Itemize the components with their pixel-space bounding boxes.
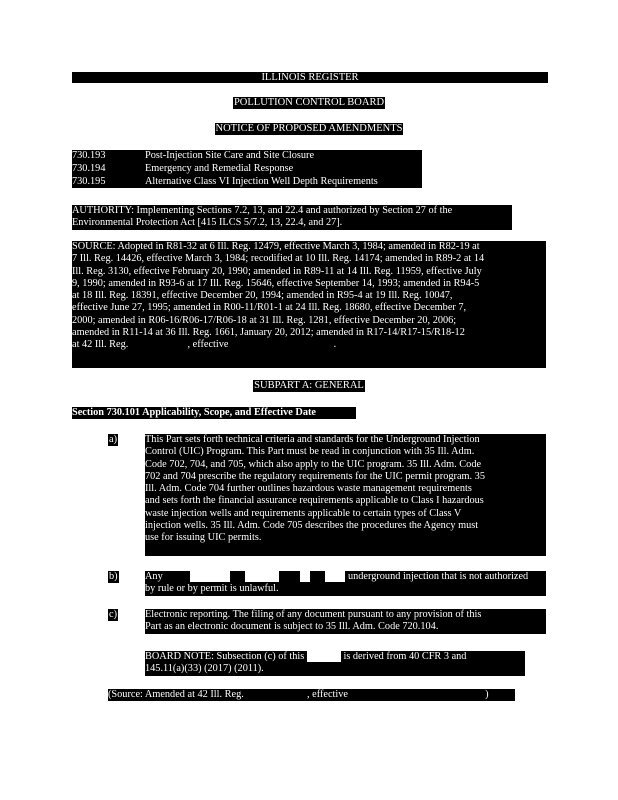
para-b-label: b): [109, 571, 118, 582]
board-note-line-1: [145, 651, 525, 663]
source-line: Ill. Reg. 3130, effective February 20, 1990; amended in R89-11 at 14 Ill. Reg. 11959, effective July: [72, 265, 482, 277]
para-a-line: waste injection wells and requirements applicable to certain types of Class V: [145, 507, 462, 519]
toc-number: 730.194: [72, 163, 106, 174]
source-line: 9, 1990; amended in R93-6 at 17 Ill. Reg. 15646, effective September 14, 1993; amended in R94-5: [72, 277, 480, 289]
notice-title: NOTICE OF PROPOSED AMENDMENTS: [215, 123, 403, 134]
register-header-bar: [72, 72, 548, 83]
source-blank-date: [231, 340, 331, 351]
source-line: SOURCE: Adopted in R81-32 at 6 Ill. Reg. 12479, effective March 3, 1984; amended in R82-19 at: [72, 241, 480, 252]
struck-text: [190, 571, 230, 582]
para-b-any: Any: [145, 571, 163, 582]
subpart-heading: SUBPART A: GENERAL: [254, 380, 364, 391]
struck-text: [300, 571, 310, 582]
notice-line: [0, 123, 618, 135]
source-note-start: (Source: Amended at 42 Ill. Reg.: [108, 689, 244, 700]
board-note: [145, 651, 525, 676]
para-c-label: c): [109, 609, 117, 620]
authority-line: AUTHORITY: Implementing Sections 7.2, 13, and 22.4 and authorized by Section 27 of the: [72, 205, 453, 216]
source-note-effective: , effective: [307, 689, 348, 700]
source-line: at 18 Ill. Reg. 18391, effective December 20, 1994; amended in R95-4 at 19 Ill. Reg. 10047,: [72, 290, 453, 302]
toc-title: Emergency and Remedial Response: [145, 163, 294, 174]
toc-title: Alternative Class VI Injection Well Depth Requirements: [145, 176, 378, 187]
para-a: [145, 434, 546, 556]
source-note: [108, 689, 515, 701]
para-b: [145, 571, 546, 596]
authority-line: Environmental Protection Act [415 ILCS 5/7.2, 13, 22.4, and 27].: [72, 217, 343, 229]
source-line: amended in R11-14 at 36 Ill. Reg. 1661, January 20, 2012; amended in R17-14/R17-15/R18-12: [72, 327, 465, 339]
struck-text: [325, 571, 345, 582]
para-b-gap: [232, 571, 242, 582]
para-c-line: Part as an electronic document is subject to 35 Ill. Adm. Code 720.104.: [145, 621, 439, 633]
source-reg-label: at 42 Ill. Reg.: [72, 339, 129, 351]
para-b-gap: [282, 571, 298, 582]
toc-number: 730.193: [72, 150, 106, 161]
para-c-line: Electronic reporting. The filing of any document pursuant to any provision of this: [145, 609, 482, 620]
para-b-gap: [165, 571, 187, 582]
struck-text: [245, 571, 279, 582]
source-note-close: ): [485, 689, 489, 700]
para-a-line: 702 and 704 prescribe the regulatory requirements for the UIC permit program. 35: [145, 470, 485, 482]
source-line: 2000; amended in R06-16/R06-17/R06-18 at 31 Ill. Reg. 1281, effective December 20, 2006;: [72, 314, 457, 326]
struck-text: [307, 651, 341, 662]
source-line: 7 Ill. Reg. 14426, effective March 3, 1984; recodified at 10 Ill. Reg. 14174; amended in R89-2 at 14: [72, 253, 485, 265]
register-title: ILLINOIS REGISTER: [261, 72, 359, 83]
source-line-last: [72, 339, 546, 351]
source-note-blank-reg: [246, 689, 304, 700]
para-b-rest: underground injection that is not authorized: [347, 571, 529, 582]
section-heading: Section 730.101 Applicability, Scope, and Effective Date: [72, 407, 356, 419]
para-a-label: a): [109, 434, 117, 445]
source-period: .: [333, 339, 337, 351]
source-effective-label: , effective: [187, 339, 229, 351]
source-paragraph: [72, 241, 546, 368]
board-name: POLLUTION CONTROL BOARD: [233, 97, 385, 108]
board-note-cfr: is derived from 40 CFR 3 and: [343, 651, 467, 662]
para-a-line: injection wells. 35 Ill. Adm. Code 705 describes the procedures the Agency must: [145, 520, 479, 532]
para-b-line-1: [145, 571, 546, 583]
toc-number: 730.195: [72, 176, 106, 187]
authority-paragraph: [72, 205, 512, 230]
para-a-line: This Part sets forth technical criteria and standards for the Underground Injection: [145, 434, 480, 445]
para-a-line: use for issuing UIC permits.: [145, 532, 262, 544]
para-b-line-2: by rule or by permit is unlawful.: [145, 583, 279, 595]
subpart-line: [0, 380, 618, 392]
board-note-start: BOARD NOTE: Subsection (c) of this: [145, 651, 305, 662]
para-a-line: Ill. Adm. Code 704 further outlines hazardous waste management requirements: [145, 483, 472, 495]
para-a-line: Code 702, 704, and 705, which also apply to the UIC program. 35 Ill. Adm. Code: [145, 458, 482, 470]
para-a-line: and sets forth the financial assurance requirements applicable to Class I hazardous: [145, 495, 484, 507]
para-b-gap: [313, 571, 323, 582]
board-note-line-2: 145.11(a)(33) (2017) (2011).: [145, 663, 264, 675]
para-c: [145, 609, 546, 634]
toc-title: Post-Injection Site Care and Site Closure: [145, 150, 315, 161]
source-note-blank-date: [351, 689, 483, 700]
toc-list: [72, 150, 422, 188]
source-blank-reg: [131, 340, 185, 351]
source-line: effective June 27, 1995; amended in R00-11/R01-1 at 24 Ill. Reg. 18680, effective December 7,: [72, 302, 467, 314]
board-line: [0, 97, 618, 109]
para-a-line: Control (UIC) Program. This Part must be read in conjunction with 35 Ill. Adm.: [145, 446, 475, 458]
